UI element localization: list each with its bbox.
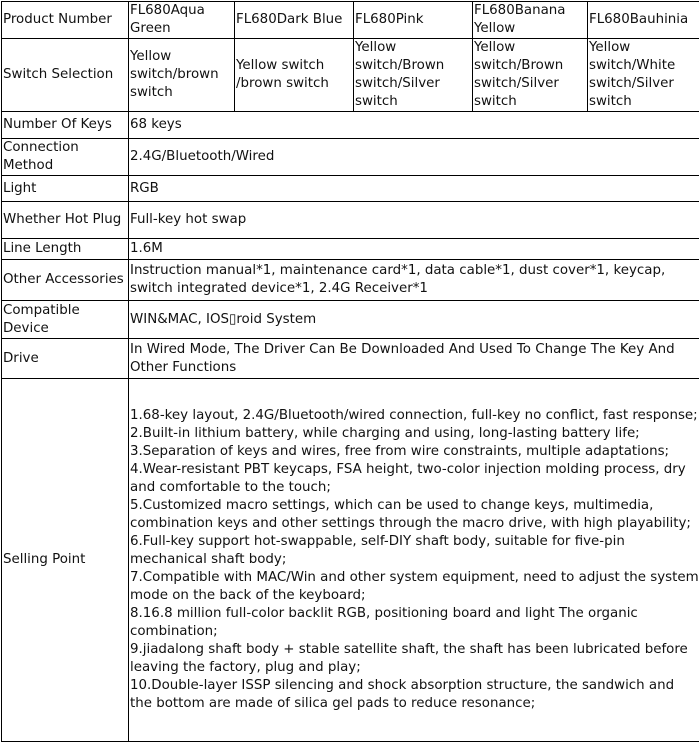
- row-selling-point: [2, 379, 699, 742]
- value-selling-points: [129, 379, 699, 742]
- value-other-accessories: Instruction manual*1, maintenance card*1, data cable*1, dust cover*1, keycap, switch integrated device*1, 2.4G Receiver*1: [129, 260, 699, 301]
- label-connection-method: Connection Method: [2, 139, 129, 176]
- value-drive: In Wired Mode, The Driver Can Be Downloaded And Used To Change The Key And Other Functions: [129, 339, 699, 379]
- selling-point-item: 8.16.8 million full-color backlit RGB, positioning board and light The organic combination;: [130, 605, 699, 641]
- switch-option-1: Yellow switch/brown switch: [129, 39, 235, 112]
- switch-option-5: Yellow switch/White switch/Silver switch: [588, 39, 699, 112]
- value-hot-plug: Full-key hot swap: [129, 202, 699, 239]
- selling-point-item: 6.Full-key support hot-swappable, self-DIY shaft body, suitable for five-pin mechanical shaft body;: [130, 533, 699, 569]
- label-hot-plug: Whether Hot Plug: [2, 202, 129, 239]
- label-switch-selection: Switch Selection: [2, 39, 129, 112]
- selling-point-item: 10.Double-layer ISSP silencing and shock absorption structure, the sandwich and the bottom are made of silica gel pads to reduce resonance;: [130, 677, 699, 713]
- selling-point-item: 1.68-key layout, 2.4G/Bluetooth/wired connection, full-key no conflict, fast response;: [130, 407, 699, 425]
- product-name-1: FL680Aqua Green: [129, 2, 235, 39]
- product-name-4: FL680Banana Yellow: [473, 2, 588, 39]
- label-compatible-device: Compatible Device: [2, 301, 129, 339]
- label-product-number: Product Number: [2, 2, 129, 39]
- row-hot-plug: [2, 202, 699, 239]
- product-name-3: FL680Pink: [354, 2, 473, 39]
- selling-point-item: 3.Separation of keys and wires, free from wire constraints, multiple adaptations;: [130, 443, 699, 461]
- row-light: [2, 176, 699, 202]
- product-name-5: FL680Bauhinia: [588, 2, 699, 39]
- value-light: RGB: [129, 176, 699, 202]
- label-selling-point: Selling Point: [2, 379, 129, 742]
- row-product-number: [2, 2, 699, 39]
- selling-point-item: 7.Compatible with MAC/Win and other system equipment, need to adjust the system mode on the back of the keyboard;: [130, 569, 699, 605]
- label-drive: Drive: [2, 339, 129, 379]
- label-line-length: Line Length: [2, 239, 129, 260]
- row-line-length: [2, 239, 699, 260]
- selling-point-item: 9.jiadalong shaft body + stable satellite shaft, the shaft has been lubricated before leaving the factory, plug and play;: [130, 641, 699, 677]
- row-drive: [2, 339, 699, 379]
- selling-point-item: 2.Built-in lithium battery, while charging and using, long-lasting battery life;: [130, 425, 699, 443]
- switch-option-2: Yellow switch /brown switch: [235, 39, 354, 112]
- row-other-accessories: [2, 260, 699, 301]
- row-compatible-device: [2, 301, 699, 339]
- spec-table: [1, 1, 699, 742]
- selling-point-item: 5.Customized macro settings, which can be used to change keys, multimedia, combination keys and other settings through the macro drive, with high playability;: [130, 497, 699, 533]
- label-light: Light: [2, 176, 129, 202]
- value-compatible-device: WIN&MAC, IOS▯roid System: [129, 301, 699, 339]
- switch-option-3: Yellow switch/Brown switch/Silver switch: [354, 39, 473, 112]
- value-connection-method: 2.4G/Bluetooth/Wired: [129, 139, 699, 176]
- label-other-accessories: Other Accessories: [2, 260, 129, 301]
- row-number-of-keys: [2, 112, 699, 139]
- selling-point-item: 4.Wear-resistant PBT keycaps, FSA height, two-color injection molding process, dry and comfortable to the touch;: [130, 461, 699, 497]
- label-number-of-keys: Number Of Keys: [2, 112, 129, 139]
- product-name-2: FL680Dark Blue: [235, 2, 354, 39]
- value-number-of-keys: 68 keys: [129, 112, 699, 139]
- row-connection-method: [2, 139, 699, 176]
- switch-option-4: Yellow switch/Brown switch/Silver switch: [473, 39, 588, 112]
- value-line-length: 1.6M: [129, 239, 699, 260]
- row-switch-selection: [2, 39, 699, 112]
